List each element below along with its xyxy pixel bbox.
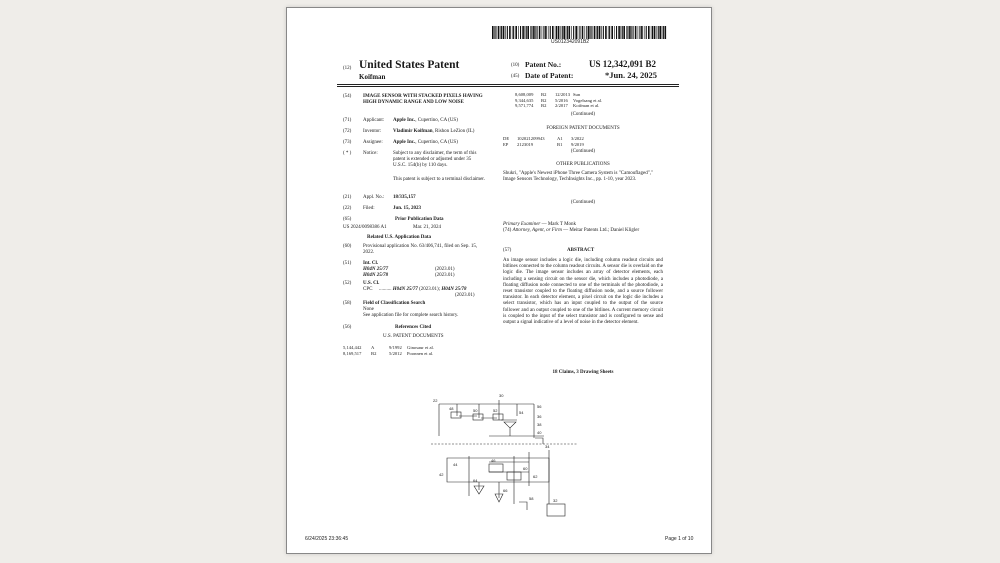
continued-label: (Continued) [570,149,596,154]
header-rule [337,84,679,85]
figure-label: 52 [493,408,498,413]
figure-label: 60 [523,466,528,471]
barcode-bar [658,26,659,39]
barcode-bar [631,26,632,39]
field-51: (51) Int. Cl. H04N 25/77 (2023.01) H04N 25/78 (2023.01) [343,261,455,278]
barcode-bar [616,26,617,39]
barcode-bar [567,26,568,39]
figure-label: 40 [537,430,542,435]
abstract-heading-row: (57) ABSTRACT [503,248,595,253]
patent-no: US 12,342,091 B2 [589,59,657,69]
barcode-bar [623,26,625,39]
page-number: Page 1 of 10 [665,536,694,542]
barcode-bar [646,26,647,39]
figure-label: 42 [439,472,444,477]
barcode-bar [599,26,601,39]
field-71: (71) Applicant: Apple Inc., Cupertino, CA (US) [343,118,458,123]
barcode-bar [518,26,519,39]
patent-date: *Jun. 24, 2025 [605,70,657,80]
figure-label: 58 [529,496,534,501]
figure-label: 66 [503,488,508,493]
barcode-bar [525,26,526,39]
code-10: (10) [511,63,520,68]
barcode-bar [500,26,501,39]
barcode-bar [505,26,506,39]
patent-no-label: Patent No.: [525,60,562,69]
barcode-bar [585,26,586,39]
barcode-bar [569,26,571,39]
us-refs-continued [515,92,675,112]
barcode-bar [503,26,505,39]
barcode-bar [530,26,531,39]
barcode-bar [665,26,667,39]
continued-label: (Continued) [570,112,596,117]
barcode-bar [552,26,554,39]
barcode-bar [608,26,609,39]
barcode-bar [597,26,598,39]
barcode-bar [652,26,653,39]
barcode [492,26,667,39]
figure-label: 30 [499,393,504,398]
barcode-bar [629,26,631,39]
inventor-short: Koifman [359,73,386,81]
circuit-figure [429,386,579,520]
barcode-bar [520,26,521,39]
figure-line [474,486,527,510]
figure-box [493,414,503,420]
barcode-bar [622,26,623,39]
barcode-bar [533,26,535,39]
us-ref-row: 9,344,635 B2 5/2016 Vogelsang et al. [515,97,603,103]
barcode-bar [579,26,580,39]
field-58: (58) Field of Classification Search None See application file for complete search history. [343,301,459,318]
figure-label: 22 [433,398,438,403]
abstract-text: An image sensor includes a logic die, including column readout circuits and bitlines connected to the column readout circuits. A sensor die is overlaid on the logic die. The image sensor includes an array of detector elements, each including a sensing circuit on the sensor die, which includes a photodiode, a floating diffusion node connected to one of the terminals of the photodiode, a reset transistor coupled to the floating diffusion node, and a source follower transistor. In each detector element, a pixel circuit on the logic die includes a select transistor, which has an input coupled to the output of the source follower and an output coupled to one of the bitlines. A current memory circuit is coupled to the input of the select transistor and is configured to sense and output a signal indicative of a level of noise in the detector element. [503,258,663,326]
barcode-bar [621,26,622,39]
barcode-bar [492,26,494,39]
barcode-bar [507,26,508,39]
foreign-refs [503,136,663,149]
other-publication: Shukri, "Apple's Newest iPhone Three Camera System is "Camouflaged"," Image Sensors Technology, TechInsights Inc., pp. 1-10, year 2023. [503,171,654,183]
right-column [503,92,663,378]
barcode-bar [590,26,591,39]
barcode-bar [614,26,615,39]
figure-label: 46 [491,458,496,463]
barcode-bar [651,26,652,39]
date-label: Date of Patent: [525,71,574,80]
barcode-bar [639,26,640,39]
field-22: (22) Filed: Jun. 15, 2023 [343,206,422,211]
foreign-ref-row: EP 2123019 B1 9/2019 [503,141,584,147]
barcode-bar [641,26,643,39]
foreign-heading: FOREIGN PATENT DOCUMENTS [546,126,620,131]
figure-label: 32 [553,498,558,503]
code-45: (45) [511,74,520,79]
barcode-bar [638,26,639,39]
code-12: (12) [343,66,352,71]
barcode-bar [550,26,551,39]
barcode-bar [566,26,567,39]
barcode-bar [573,26,574,39]
barcode-bar [605,26,607,39]
patent-title: United States Patent [359,59,460,71]
figure-label: 48 [449,406,454,411]
claims-summary: 18 Claims, 3 Drawing Sheets [552,370,614,375]
field-56: (56) References Cited U.S. PATENT DOCUMENTS 5,144,442 A 9/1992 Ginosaur et al. 8,169,517 B2 5/2012 Poonnen et al. [343,325,444,356]
barcode-bar [556,26,557,39]
barcode-bar [633,26,634,39]
barcode-bar [526,26,527,39]
related-application: Related U.S. Application Data (60) Provisional application No. 63/406,741, filed on Sep. 15, 2022. [343,235,478,256]
field-54: (54) IMAGE SENSOR WITH STACKED PIXELS HAVING HIGH DYNAMIC RANGE AND LOW NOISE [343,94,493,118]
attorney: (74) Attorney, Agent, or Firm — Meitar Patents Ltd.; Daniel Kligler [503,228,640,233]
barcode-bar [531,26,532,39]
barcode-bar [548,26,549,39]
barcode-bar [515,26,517,39]
barcode-bar [609,26,610,39]
us-ref-row: 9,571,774 B2 2/2017 Koifman et al. [515,103,600,108]
barcode-bar [522,26,524,39]
barcode-bar [663,26,664,39]
barcode-bar [596,26,597,39]
barcode-bar [509,26,511,39]
figure-label: 54 [519,410,524,415]
field-73: (73) Assignee: Apple Inc., Cupertino, CA (US) [343,140,458,145]
barcode-bar [618,26,620,39]
barcode-bar [656,26,657,39]
field-65: (65) Prior Publication Data US 2024/0098386 A1 Mar. 21, 2024 [343,217,444,230]
print-timestamp: 6/24/2025 23:36:45 [305,536,349,542]
figure-label: 44 [453,462,458,467]
barcode-bar [648,26,650,39]
barcode-bar [626,26,627,39]
barcode-bar [662,26,663,39]
barcode-bar [555,26,556,39]
barcode-bar [558,26,560,39]
foreign-ref-row: DE 102021209943 A1 3/2022 [503,136,584,141]
figure-label: 36 [537,414,542,419]
patent-page [286,7,712,554]
barcode-bar [512,26,513,39]
barcode-bar [563,26,565,39]
barcode-bar [582,26,584,39]
barcode-bar [543,26,544,39]
barcode-bar [575,26,577,39]
barcode-bar [588,26,590,39]
us-ref-row: 8,169,517 B2 5/2012 Poonnen et al. [343,351,434,356]
figure-label: 50 [473,408,478,413]
left-column [343,94,493,365]
barcode-bar [635,26,637,39]
field-21: (21) Appl. No.: 18/335,157 [343,195,416,200]
figure-box [489,464,503,472]
barcode-bar [542,26,543,39]
barcode-bar [535,26,536,39]
figure-box [473,414,483,420]
us-ref-row: 5,144,442 A 9/1992 Ginosaur et al. [343,345,434,350]
figure-label: 38 [537,422,542,427]
barcode-bar [571,26,572,39]
primary-examiner: Primary Examiner — Mark T Monk [503,222,577,227]
figure-label: 64 [473,478,478,483]
barcode-bar [545,26,547,39]
figure-label: 62 [533,474,538,479]
barcode-bar [501,26,502,39]
barcode-bar [627,26,628,39]
figure-line [489,422,544,436]
barcode-bar [586,26,587,39]
barcode-bar [659,26,661,39]
barcode-bar [495,26,496,39]
figure-label: 56 [537,404,542,409]
barcode-bar [513,26,514,39]
barcode-bar [601,26,602,39]
barcode-bar [494,26,495,39]
field-72: (72) Inventor: Vladimir Koifman, Rishon LeZion (IL) [343,129,475,134]
continued-label: (Continued) [570,200,596,205]
barcode-bar [591,26,592,39]
abstract-heading: ABSTRACT [567,248,595,253]
barcode-bar [654,26,656,39]
barcode-bar [611,26,613,39]
other-publications-heading: OTHER PUBLICATIONS [556,162,610,167]
header-rule-2 [337,86,679,87]
field-notice: ( * ) Notice: Subject to any disclaimer, the term of this patent is extended or adjusted under 35 U.S.C. 154(b) by 110 days. This patent is subject to a terminal disclaimer. [343,151,485,182]
barcode-bar [562,26,563,39]
barcode-bar [537,26,538,39]
barcode-bar [539,26,541,39]
barcode-bar [527,26,529,39]
barcode-number: US012342091B2 [551,39,590,45]
us-ref-row: 8,608,009 B2 12/2013 Sun [515,92,581,97]
figure-box [451,412,461,418]
barcode-bar [498,26,500,39]
figure-label: 34 [545,444,550,449]
barcode-bar [560,26,561,39]
barcode-bar [644,26,645,39]
barcode-bar [603,26,604,39]
barcode-bar [578,26,579,39]
figure-box [547,504,565,516]
invention-title: IMAGE SENSOR WITH STACKED PIXELS HAVING HIGH DYNAMIC RANGE AND LOW NOISE [363,94,483,106]
barcode-bar [594,26,596,39]
field-52: (52) U.S. Cl. CPC .......... H04N 25/77 (2023.01); H04N 25/78 (2023.01) [343,281,475,298]
